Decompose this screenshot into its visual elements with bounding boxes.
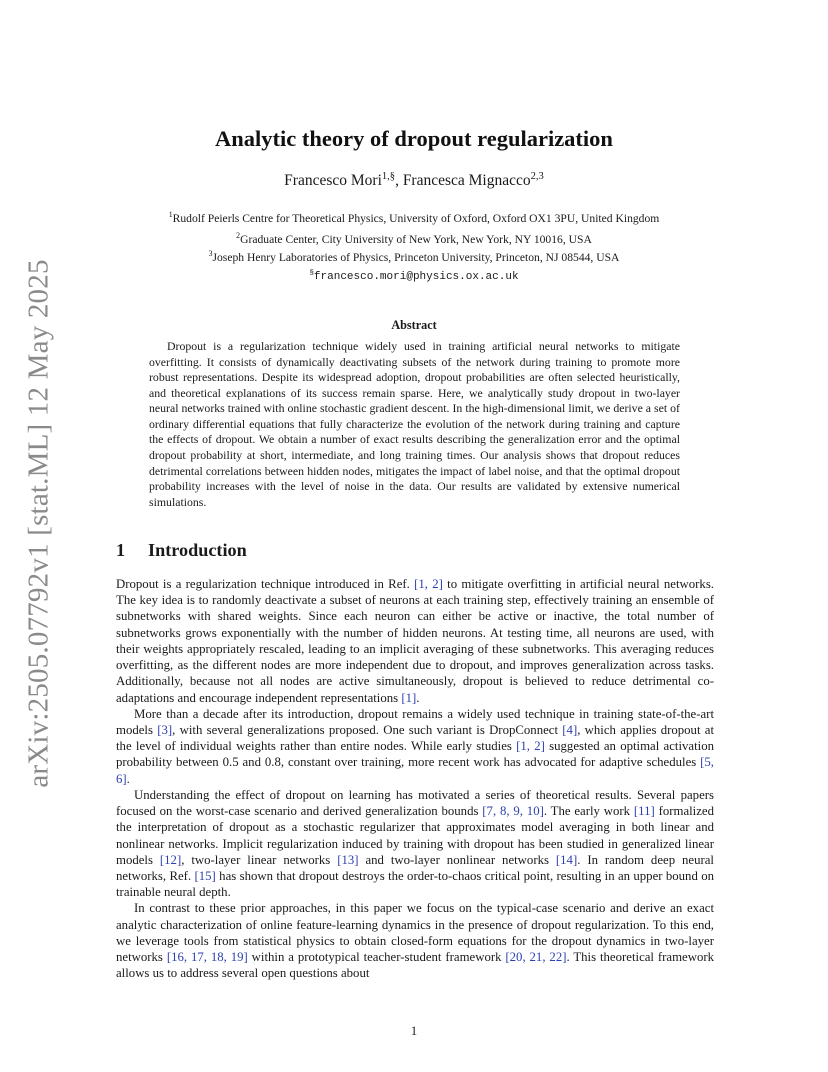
citation-link[interactable]: [16, 17, 18, 19] [166, 950, 248, 965]
author-affiliation-mark: 2,3 [530, 170, 544, 182]
email-address[interactable]: francesco.mori@physics.ox.ac.uk [313, 271, 519, 283]
affiliation [0, 233, 828, 246]
author-affiliation-mark: 1,§ [381, 170, 396, 182]
citation-link[interactable]: [1] [401, 690, 417, 705]
paragraph-text: within a prototypical teacher-student framework [247, 950, 506, 965]
paragraph-text: . [126, 771, 130, 786]
introduction-body [116, 576, 714, 981]
paper-title: Analytic theory of dropout regularization [215, 126, 613, 151]
affiliation-text: Graduate Center, City University of New York, New York, NY 10016, USA [240, 233, 592, 246]
affiliation [0, 251, 828, 264]
author-list: Francesco Mori$^{1,\S}$, Francesca Mignacco$^{2,3}$ [284, 170, 544, 189]
section-title: Introduction [148, 540, 247, 560]
arxiv-identifier: arXiv:2505.07792v1 [stat.ML] 12 May 2025 [22, 258, 55, 788]
section-heading [116, 540, 247, 561]
citation-link[interactable]: [1, 2] [516, 739, 545, 754]
citation-link[interactable]: [20, 21, 22] [505, 950, 567, 965]
citation-link[interactable]: [3] [157, 722, 173, 737]
paragraph-text: to mitigate overfitting in artificial neural networks. The key idea is to randomly deactivate a subset of neurons at each training step, effectively training an ensemble of subnetworks with shared weights. Since each neuron can either be active or inactive, the total number of subnetworks grows exponentially with the number of hidden neurons. At testing time, all neurons are used, with their weights appropriately rescaled, leading to an implicit averaging of these subnetworks. This averaging reduces overfitting, as the different nodes are more independent due to dropout, and improves generalization across tasks. Additionally, because not all nodes are active simultaneously, dropout is believed to reduce detrimental co-adaptations and encourage independent representations [116, 577, 714, 705]
paragraph-text: , with several generalizations proposed. One such variant is DropConnect [172, 722, 563, 737]
paragraph-text: suggested an optimal activation probability between 0.5 and 0.8, constant over training, more recent work has advocated for adaptive schedules [116, 739, 715, 770]
paragraph-text: formalized the interpretation of dropout as a stochastic regularizer that approximates model averaging in both linear and nonlinear networks. Implicit regularization induced by training with dropout has been studied in generalized linear models [116, 804, 714, 867]
citation-link[interactable]: [5, 6] [116, 755, 714, 786]
abstract-text: Dropout is a regularization technique widely used in training artificial neural networks to mitigate overfitting. It consists of dynamically deactivating subsets of the network during training to promote more robust representations. Despite its widespread adoption, dropout probabilities are often selected heuristically, and theoretical explanations of its success remain sparse. Here, we analytically study dropout in two-layer neural networks trained with online stochastic gradient descent. In the high-dimensional limit, we derive a set of ordinary differential equations that fully characterize the evolution of the network during training and capture the effects of dropout. We obtain a number of exact results describing the generalization error and the optimal dropout probability at short, intermediate, and long training times. Our analysis shows that dropout reduces detrimental correlations between hidden nodes, mitigates the impact of label noise, and that the optimal dropout probability increases with the level of noise in the data. Our results are validated by extensive numerical simulations. [149, 339, 680, 509]
citation-link[interactable]: [4] [562, 722, 578, 737]
affiliation-mark: 3 [208, 249, 213, 259]
page-number: 1 [410, 1024, 418, 1038]
paragraph-text: More than a decade after its introduction, dropout remains a widely used technique in training state-of-the-art models [116, 706, 714, 737]
affiliation-text: Joseph Henry Laboratories of Physics, Princeton University, Princeton, NJ 08544, USA [212, 251, 620, 264]
paragraph-text: has shown that dropout destroys the order-to-chaos critical point, resulting in an upper bound on trainable neural depth. [116, 868, 715, 900]
citation-link[interactable]: [14] [555, 852, 578, 867]
citation-link[interactable]: [12] [159, 852, 182, 867]
section-number: 1 [116, 540, 126, 560]
body-paragraph [116, 706, 714, 787]
body-paragraph [116, 787, 714, 901]
affiliation-text: Rudolf Peierls Centre for Theoretical Physics, University of Oxford, Oxford OX1 3PU, United Kingdom [172, 212, 660, 225]
citation-link[interactable]: [13] [337, 852, 359, 867]
body-paragraph [116, 576, 714, 706]
arxiv-sidebar [20, 258, 58, 788]
affiliation-mark: 1 [168, 210, 173, 220]
affiliation [0, 212, 828, 225]
citation-link[interactable]: [1, 2] [414, 577, 443, 591]
paragraph-text: . In random deep neural networks, Ref. [116, 852, 714, 883]
paragraph-text: . This theoretical framework allows us to address several open questions about [116, 950, 715, 981]
body-paragraph [116, 900, 714, 981]
paragraph-text: . The early work [543, 804, 634, 819]
paragraph-text: In contrast to these prior approaches, in this paper we focus on the typical-case scenario and derive an exact analytic characterization of online feature-learning dynamics in the presence of dropout regularization. To this end, we leverage tools from statistical physics to obtain closed-form equations for the dropout dynamics in two-layer networks [116, 901, 714, 965]
paragraph-text: Understanding the effect of dropout on learning has motivated a series of theoretical results. Several papers focused on the worst-case scenario and derived generalization bounds [116, 787, 714, 819]
paragraph-text: , two-layer linear networks [181, 852, 338, 867]
abstract-heading: Abstract [391, 318, 437, 332]
affiliation-mark: 2 [236, 231, 241, 241]
paragraph-text: . [416, 690, 420, 705]
author-name: Francesco Mori [284, 172, 382, 189]
citation-link[interactable]: [15] [194, 868, 216, 883]
paragraph-text: Dropout is a regularization technique introduced in Ref. [116, 577, 415, 591]
affiliation-mark: § [309, 269, 314, 278]
paragraph-text: and two-layer nonlinear networks [358, 852, 556, 867]
paragraph-text: , which applies dropout at the level of individual weights rather than entire nodes. While early studies [116, 722, 714, 754]
citation-link[interactable]: [11] [633, 804, 655, 819]
citation-link[interactable]: [7, 8, 9, 10] [482, 804, 544, 819]
contact-email[interactable] [0, 271, 828, 283]
author-name: Francesca Mignacco [402, 172, 531, 189]
